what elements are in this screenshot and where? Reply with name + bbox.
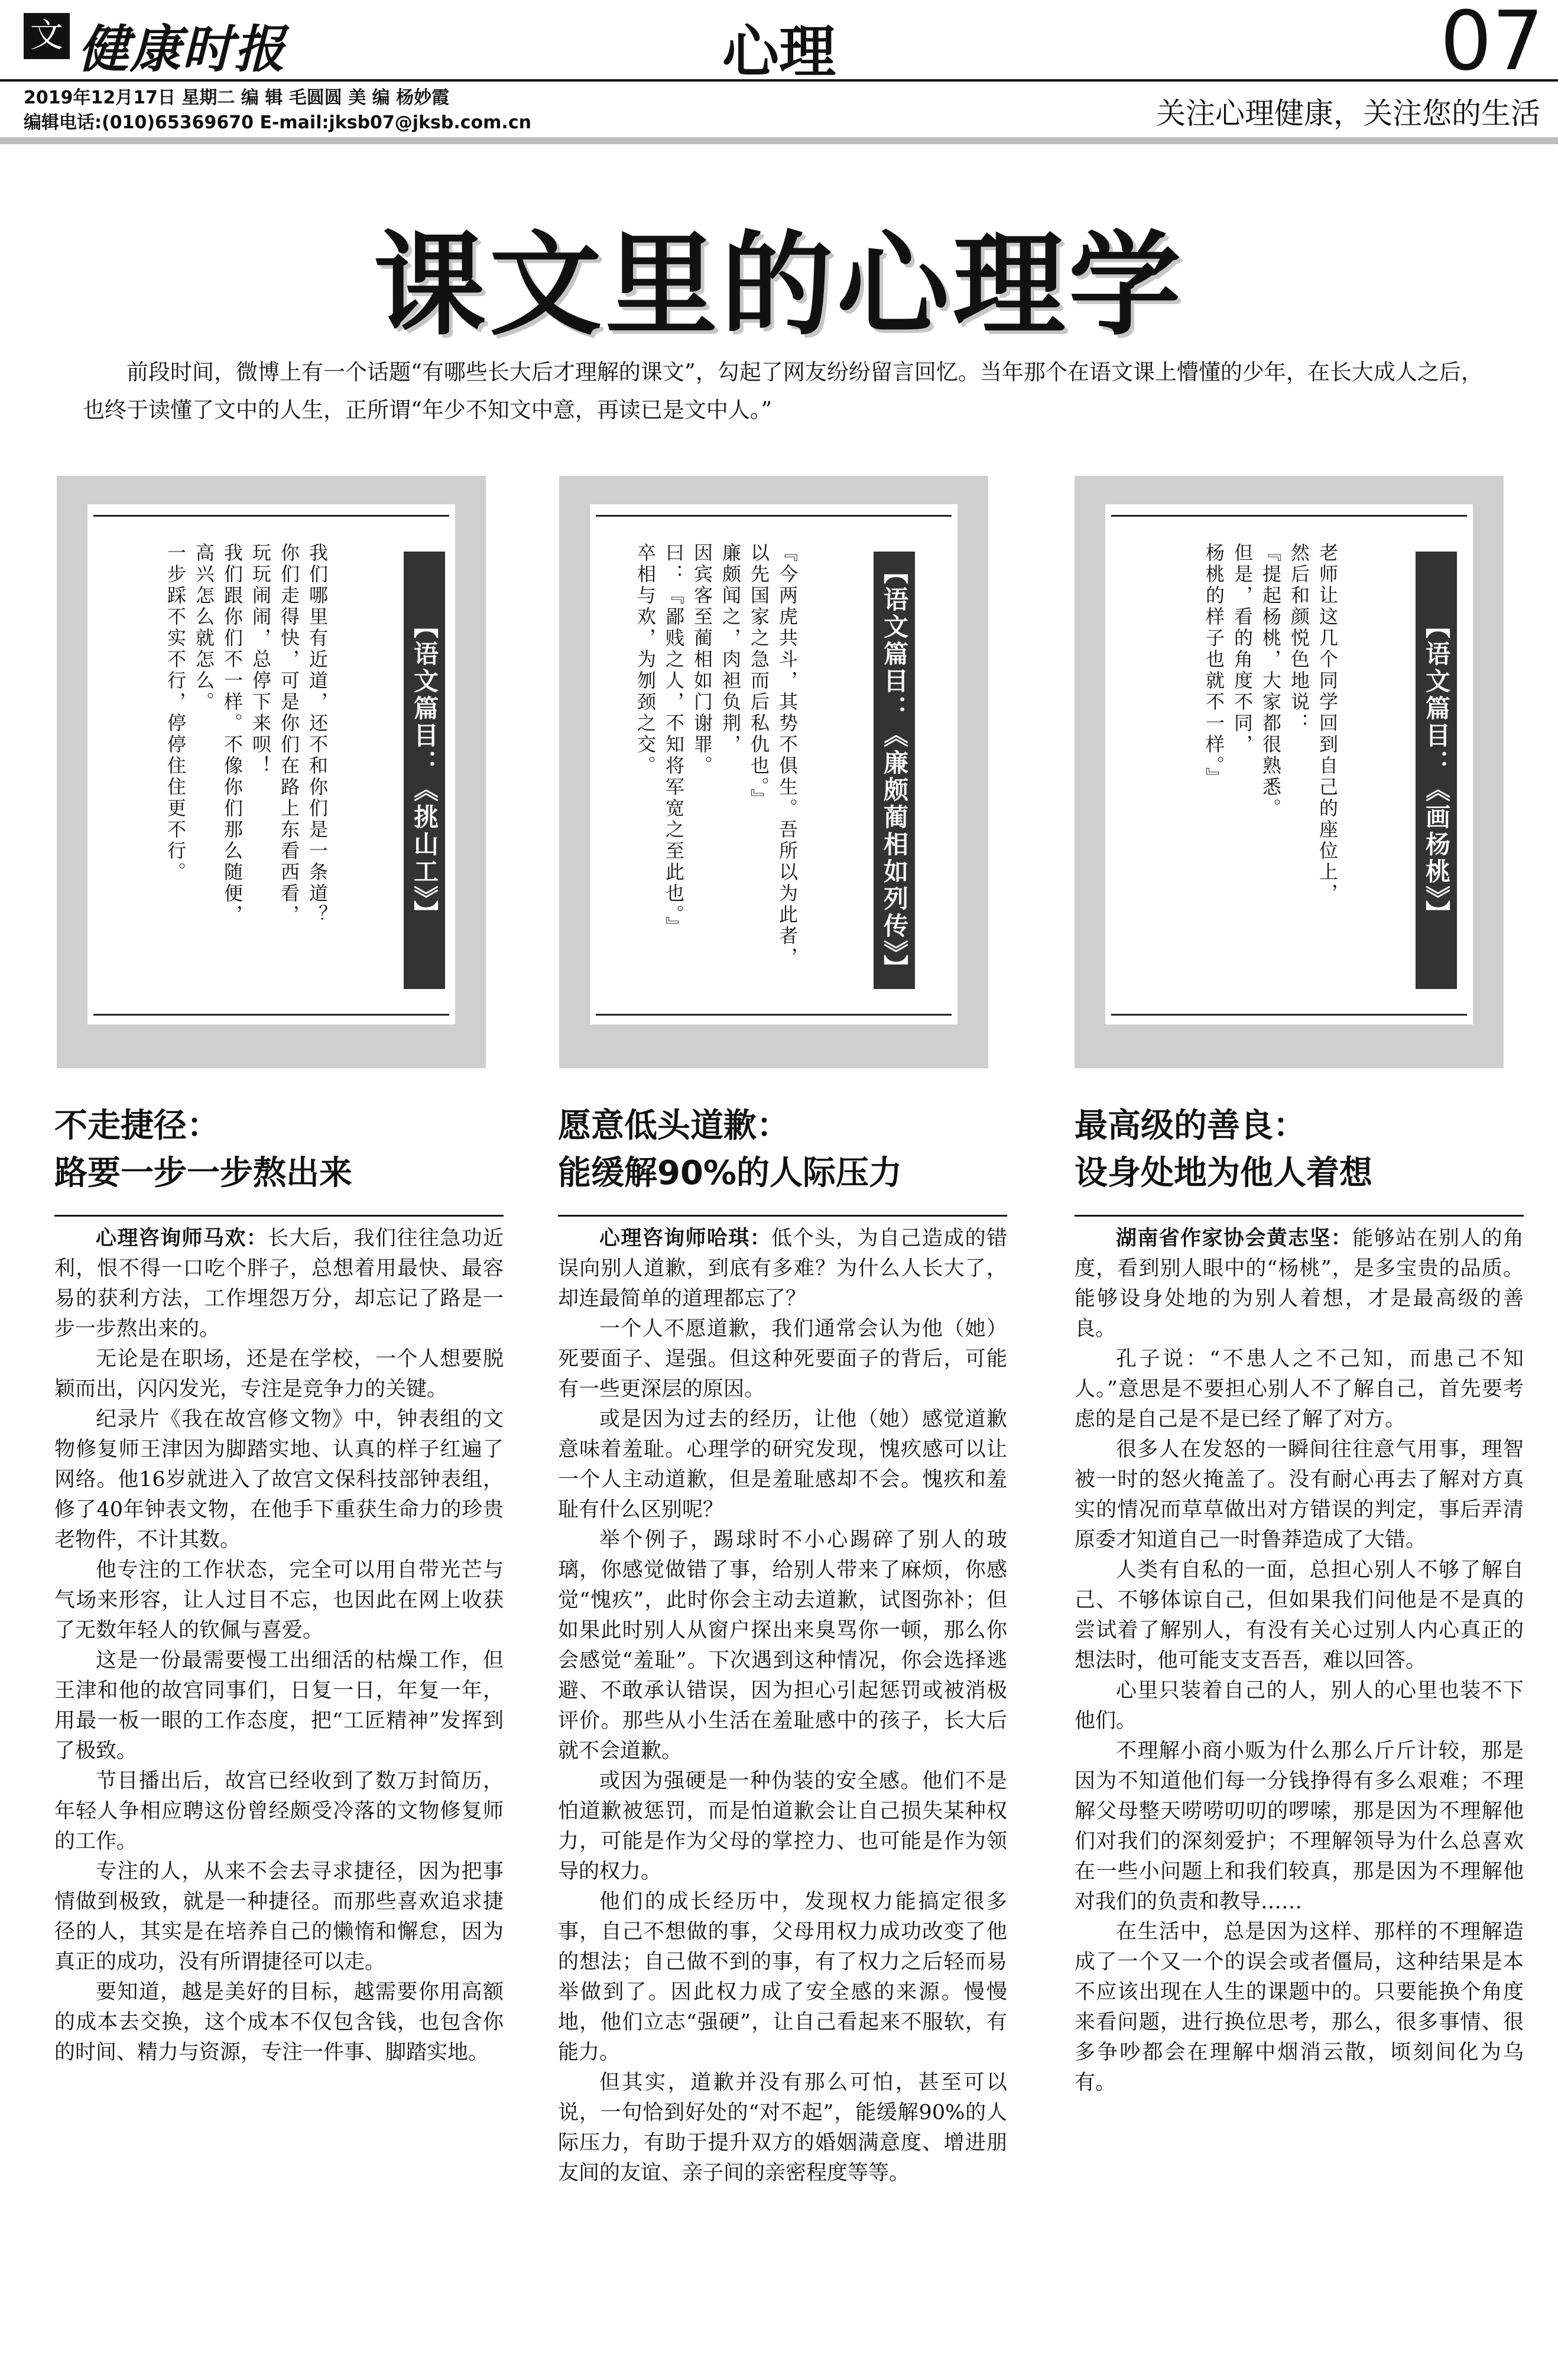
panel-paper — [590, 504, 957, 1024]
paragraph: 要知道，越是美好的目标，越需要你用高额的成本去交换，这个成本不仅包含钱，也包含你的时间、精力与资源，专注一件事、脚踏实地。 — [54, 1980, 504, 2064]
author-byline: 心理咨询师马欢： — [96, 1227, 268, 1250]
paragraph: 或因为强硬是一种伪装的安全感。他们不是怕道歉被惩罚，而是怕道歉会让自己损失某种权力，可能是作为父母的掌控力、也可能是作为领导的权力。 — [558, 1769, 1007, 1883]
panel-bottom-rule — [596, 1014, 952, 1016]
section-title: 心理 — [722, 19, 836, 85]
paragraph: 纪录片《我在故宫修文物》中，钟表组的文物修复师王津因为脚踏实地、认真的样子红遍了网络。他16岁就进入了故宫文保科技部钟表组，修了40年钟表文物，在他手下重获生命力的珍贵老物件，不计其数。 — [54, 1408, 504, 1552]
column-body — [54, 1224, 504, 2068]
quote-line: 一步踩不实不行，停停住住更不行。 — [164, 543, 187, 883]
textbook-panel-3 — [1075, 476, 1504, 1068]
paragraph: 举个例子，踢球时不小心踢碎了别人的玻璃，你感觉做错了事，给别人带来了麻烦，你感觉“愧疚”，此时你会主动去道歉，试图弥补；但如果此时别人从窗户探出来臭骂你一顿，那么你会感觉“羞耻”。下次遇到这种情况，你会选择逃避、不敢承认错误，因为担心引起惩罚或被消极评价。那些从小生活在羞耻感中的孩子，长大后就不会道歉。 — [558, 1528, 1007, 1763]
paragraph: 心里只装着自己的人，别人的心里也装不下他们。 — [1075, 1679, 1524, 1733]
column-rule — [54, 1215, 504, 1217]
paragraph: 人类有自私的一面，总担心别人不够了解自己、不够体谅自己，但如果我们问他是不是真的尝试着了解别人，有没有关心过别人内心真正的想法时，他可能支支吾吾，难以回答。 — [1075, 1558, 1524, 1672]
column-heading — [1075, 1103, 1372, 1197]
panel-top-rule — [596, 515, 952, 517]
author-byline: 心理咨询师哈琪： — [599, 1227, 772, 1250]
quote-line: 但是，看的角度不同， — [1231, 543, 1254, 755]
paragraph: 无论是在职场，还是在学校，一个人想要脱颖而出，闪闪发光，专注是竞争力的关键。 — [54, 1347, 504, 1401]
panel-label: 【语文篇目：《廉颇蔺相如列传》】 — [874, 552, 915, 989]
paragraph: 他们的成长经历中，发现权力能搞定很多事，自己不想做的事，父母用权力成功改变了他的想法；自己做不到的事，有了权力之后轻而易举做到了。因此权力成了安全感的来源。慢慢地，他们立志“强硬”，让自己看起来不服软，有能力。 — [558, 1890, 1007, 2064]
paragraph: 一个人不愿道歉，我们通常会认为他（她）死要面子、逞强。但这种死要面子的背后，可能有一些更深层的原因。 — [558, 1317, 1007, 1401]
paragraph: 或是因为过去的经历，让他（她）感觉道歉意味着羞耻。心理学的研究发现，愧疚感可以让一个人主动道歉，但是羞耻感却不会。愧疚和羞耻有什么区别呢？ — [558, 1408, 1007, 1522]
heading-line: 最高级的善良： — [1075, 1107, 1306, 1145]
page-number: 07 — [1440, 0, 1544, 89]
quote-line: 玩玩闹闹，总停下来呗！ — [249, 543, 272, 777]
column-heading — [54, 1103, 352, 1197]
intro-paragraph: 前段时间，微博上有一个话题“有哪些长大后才理解的课文”，勾起了网友纷纷留言回忆。当年那个在语文课上懵懂的少年，在长大成人之后，也终于读懂了文中的人生，正所谓“年少不知文中意，再读已是文中人。” — [83, 359, 1483, 423]
date-editor-line: 2019年12月17日 星期二 编 辑 毛圆圆 美 编 杨妙霞 — [24, 87, 450, 108]
panel-top-rule — [1111, 515, 1467, 517]
contact-line: 编辑电话:(010)65369670 E-mail:jksb07@jksb.com.cn — [24, 112, 531, 133]
quote-line: 卒相与欢，为刎颈之交。 — [634, 543, 657, 777]
column-rule — [1075, 1215, 1524, 1217]
paragraph: 能够站在别人的角度，看到别人眼中的“杨桃”，是多宝贵的品质。能够设身处地的为别人着想，才是最高级的善良。 — [1075, 1227, 1524, 1341]
quote-line: 曰：『鄙贱之人，不知将军宽之至此也。』 — [663, 543, 685, 938]
paragraph: 但其实，道歉并没有那么可怕，甚至可以说，一句恰到好处的“对不起”，能缓解90%的人际压力，有助于提升双方的婚姻满意度、增进朋友间的友谊、亲子间的亲密程度等等。 — [558, 2071, 1007, 2185]
paragraph: 这是一份最需要慢工出细活的枯燥工作，但王津和他的故宫同事们，日复一日，年复一年，用最一板一眼的工作态度，把“工匠精神”发挥到了极致。 — [54, 1649, 504, 1763]
paragraph: 节目播出后，故宫已经收到了数万封简历，年轻人争相应聘这份曾经颇受冷落的文物修复师的工作。 — [54, 1769, 504, 1853]
quote-line: 杨桃的样子也就不一样。』 — [1203, 543, 1225, 789]
quote-line: 以先国家之急而后私仇也。』 — [748, 543, 770, 810]
page-headline: 课文里的心理学 — [373, 219, 1184, 351]
panel-paper — [87, 504, 455, 1024]
column-heading — [558, 1103, 902, 1197]
textbook-panel-2 — [559, 476, 988, 1068]
panel-label: 【语文篇目：《挑山工》】 — [404, 552, 445, 989]
paragraph: 专注的人，从来不会去寻求捷径，因为把事情做到极致，就是一种捷径。而那些喜欢追求捷径的人，其实是在培养自己的懒惰和懈怠，因为真正的成功，没有所谓捷径可以走。 — [54, 1860, 504, 1974]
masthead-divider — [0, 79, 1558, 82]
masthead-shadow-bar — [0, 137, 1558, 144]
panel-bottom-rule — [1111, 1014, 1467, 1016]
quote-line: 老师让这几个同学回到自己的座位上， — [1316, 543, 1339, 904]
panel-bottom-rule — [93, 1014, 449, 1016]
heading-line: 设身处地为他人着想 — [1075, 1154, 1372, 1192]
panel-paper — [1105, 504, 1473, 1024]
textbook-panel-1 — [57, 476, 486, 1068]
quote-line: 你们走得快，可是你们在路上东看西看， — [278, 543, 300, 926]
quote-line: 我们跟你们不一样。不像你们那么随便， — [221, 543, 244, 926]
panel-quote — [161, 543, 332, 992]
heading-line: 愿意低头道歉： — [558, 1107, 790, 1145]
quote-line: 廉颇闻之，肉袒负荆， — [719, 543, 742, 755]
quote-line: 因宾客至蔺相如门谢罪。 — [691, 543, 713, 777]
heading-line: 能缓解90%的人际压力 — [558, 1154, 903, 1192]
paragraph: 低个头，为自己造成的错误向别人道歉，到底有多难？为什么人长大了，却连最简单的道理都忘了？ — [558, 1227, 1007, 1311]
author-byline: 湖南省作家协会黄志坚： — [1116, 1227, 1353, 1250]
column-body — [558, 1224, 1007, 2188]
paragraph: 很多人在发怒的一瞬间往往意气用事，理智被一时的怒火掩盖了。没有耐心再去了解对方真实的情况而草草做出对方错误的判定，事后弄清原委才知道自己一时鲁莽造成了大错。 — [1075, 1438, 1524, 1552]
heading-line: 不走捷径： — [54, 1107, 220, 1145]
column-body — [1075, 1224, 1524, 2098]
heading-line: 路要一步一步熬出来 — [54, 1154, 352, 1192]
quote-line: 『提起杨桃，大家都很熟悉。 — [1260, 543, 1282, 819]
quote-line: 『今两虎共斗，其势不俱生。吾所以为此者， — [776, 543, 799, 968]
panel-quote — [1200, 543, 1342, 998]
paragraph: 长大后，我们往往急功近利，恨不得一口吃个胖子，总想着用最快、最容易的获利方法，工作埋怨万分，却忘记了路是一步一步熬出来的。 — [54, 1227, 504, 1341]
newspaper-name: 健康时报 — [78, 20, 286, 79]
quote-line: 我们哪里有近道，还不和你们是一条道？ — [306, 543, 329, 926]
paragraph: 在生活中，总是因为这样、那样的不理解造成了一个又一个的误会或者僵局，这种结果是本不应该出现在人生的课题中的。只要能换个角度来看问题，进行换位思考，那么，很多事情、很多争吵都会在理解中烟消云散，顷刻间化为乌有。 — [1075, 1920, 1524, 2094]
panel-top-rule — [93, 515, 449, 517]
column-rule — [558, 1215, 1007, 1217]
panel-label: 【语文篇目：《画杨桃》】 — [1416, 552, 1457, 989]
newspaper-logo-icon: 文 — [24, 13, 70, 59]
panel-quote — [631, 543, 801, 1010]
paragraph: 他专注的工作状态，完全可以用自带光芒与气场来形容，让人过目不忘，也因此在网上收获了无数年轻人的钦佩与喜爱。 — [54, 1558, 504, 1642]
section-slogan: 关注心理健康，关注您的生活 — [1156, 96, 1540, 131]
paragraph: 孔子说：“不患人之不己知，而患己不知人。”意思是不要担心别人不了解自己，首先要考虑的是自己是不是已经了解了对方。 — [1075, 1347, 1524, 1431]
quote-line: 然后和颜悦色地说： — [1288, 543, 1310, 734]
paragraph: 不理解小商小贩为什么那么斤斤计较，那是因为不知道他们每一分钱挣得有多么艰难；不理解父母整天唠唠叨叨的啰嗦，那是因为不理解他们对我们的深刻爱护；不理解领导为什么总喜欢在一些小问题上和我们较真，那是因为不理解他对我们的负责和教导…… — [1075, 1739, 1524, 1914]
quote-line: 高兴怎么就怎么。 — [193, 543, 215, 713]
